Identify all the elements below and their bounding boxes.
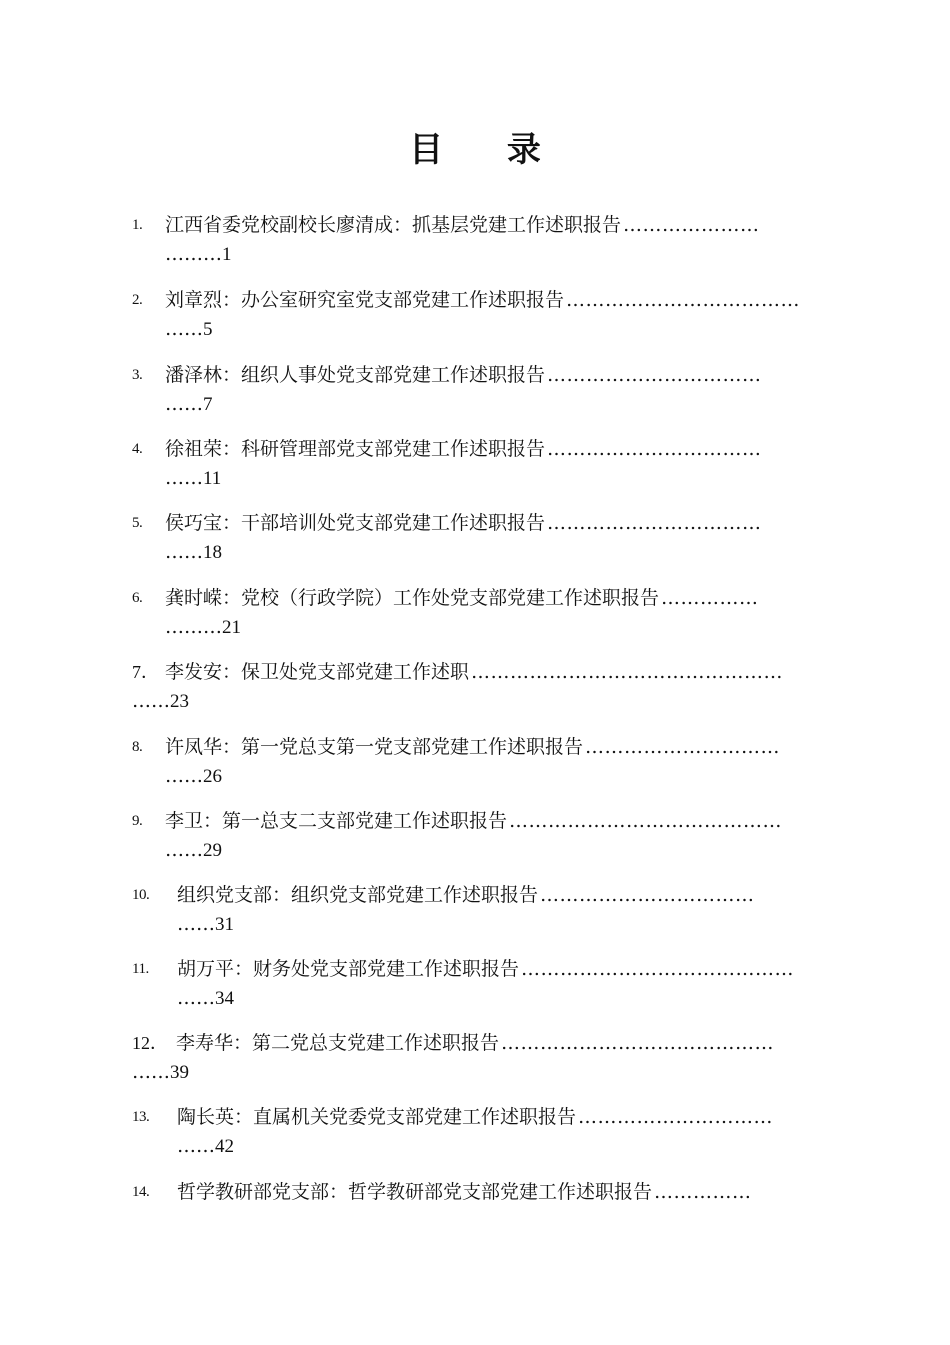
toc-entry-trailing-dots: ………: [165, 243, 222, 265]
toc-entry-title: 李发安：保卫处党支部党建工作述职: [165, 661, 470, 683]
toc-entry-page-number: 18: [203, 542, 222, 563]
toc-entry-line: [132, 1103, 836, 1132]
toc-entry[interactable]: [132, 807, 836, 864]
toc-entry-leader-dots: ……………………………………: [521, 958, 794, 980]
toc-entry[interactable]: [132, 584, 836, 641]
toc-entry-continuation: [132, 613, 836, 641]
toc-entry-leader-dots: ……………………………: [547, 438, 762, 460]
toc-entry[interactable]: [132, 361, 836, 418]
toc-entry-title: 哲学教研部党支部：哲学教研部党支部党建工作述职报告: [177, 1181, 653, 1203]
toc-entry-number: 3.: [132, 367, 143, 383]
toc-entry-number: 7．: [132, 662, 159, 682]
toc-entry-continuation: [132, 687, 836, 715]
toc-entry-trailing-dots: ……: [165, 541, 203, 563]
toc-entry-trailing-dots: ………: [165, 616, 222, 638]
toc-entry-trailing-dots: ……: [132, 1061, 170, 1083]
toc-entry-page-number: 5: [203, 319, 213, 340]
toc-entry-page-number: 1: [222, 244, 232, 265]
toc-entry-page-number: 21: [222, 617, 241, 638]
toc-entry-number: 5.: [132, 515, 143, 531]
toc-entry[interactable]: [132, 509, 836, 566]
toc-entry-number: 12．: [132, 1033, 168, 1053]
toc-entry[interactable]: [132, 881, 836, 938]
toc-entry-line: [132, 286, 836, 315]
toc-entry[interactable]: [132, 1178, 836, 1207]
toc-entry-line: [132, 211, 836, 240]
toc-entry-title: 组织党支部：组织党支部党建工作述职报告: [177, 884, 539, 906]
toc-entry-number: 11.: [132, 961, 149, 977]
toc-entry-number: 2.: [132, 292, 143, 308]
toc-entry-leader-dots: ……………: [661, 587, 759, 609]
toc-entry-title: 潘泽林：组织人事处党支部党建工作述职报告: [165, 364, 546, 386]
toc-entry-trailing-dots: ……: [177, 913, 215, 935]
toc-entry-leader-dots: ……………………………………: [509, 810, 782, 832]
toc-entry-leader-dots: ……………………………………: [501, 1032, 774, 1054]
toc-entry-title: 李卫：第一总支二支部党建工作述职报告: [165, 810, 508, 832]
toc-entry-number: 8.: [132, 739, 143, 755]
toc-entry-line: [132, 1029, 836, 1058]
toc-entry-number: 10.: [132, 887, 150, 903]
toc-entry-title: 徐祖荣：科研管理部党支部党建工作述职报告: [165, 438, 546, 460]
page-title: 目 录: [409, 130, 567, 170]
toc-entry-trailing-dots: ……: [165, 467, 203, 489]
toc-entry-line: [132, 807, 836, 836]
toc-entry-page-number: 42: [215, 1136, 234, 1157]
toc-entry-trailing-dots: ……: [165, 839, 203, 861]
toc-entry-line: [132, 881, 836, 910]
toc-entry-title: 李寿华：第二党总支党建工作述职报告: [176, 1032, 500, 1054]
toc-entry-trailing-dots: ……: [165, 765, 203, 787]
toc-entry-leader-dots: ………………………………: [566, 289, 800, 311]
toc-entry[interactable]: [132, 1029, 836, 1086]
toc-entry-continuation: [132, 1058, 836, 1086]
toc-entry[interactable]: [132, 435, 836, 492]
toc-entry-trailing-dots: ……: [132, 690, 170, 712]
toc-entry-number: 14.: [132, 1184, 150, 1200]
toc-entry-leader-dots: …………………………: [585, 736, 780, 758]
toc-entry-title: 许凤华：第一党总支第一党支部党建工作述职报告: [165, 736, 584, 758]
toc-entry[interactable]: [132, 286, 836, 343]
toc-entry-page-number: 26: [203, 766, 222, 787]
toc-entry-leader-dots: ……………………………: [547, 512, 762, 534]
toc-entry-leader-dots: …………………: [623, 214, 760, 236]
toc-entry-continuation: [132, 762, 836, 790]
toc-entry-line: [132, 1178, 836, 1207]
toc-entry-title: 胡万平：财务处党支部党建工作述职报告: [177, 958, 520, 980]
toc-entry-page-number: 11: [203, 468, 222, 489]
toc-entry-continuation: [132, 836, 836, 864]
toc-entry[interactable]: [132, 658, 836, 715]
toc-entry-leader-dots: …………………………: [578, 1106, 773, 1128]
toc-entry-page-number: 34: [215, 988, 234, 1009]
toc-entry-line: [132, 361, 836, 390]
toc-entry-line: [132, 955, 836, 984]
toc-entry-continuation: [132, 315, 836, 343]
toc-entry-page-number: 31: [215, 914, 234, 935]
toc-entry-trailing-dots: ……: [177, 987, 215, 1009]
toc-entry-continuation: [132, 390, 836, 418]
toc-entry[interactable]: [132, 733, 836, 790]
toc-entry-line: [132, 584, 836, 613]
toc-entry-line: [132, 435, 836, 464]
toc-entry-number: 1.: [132, 217, 143, 233]
toc-entry-continuation: [132, 538, 836, 566]
toc-entry-leader-dots: ……………………………: [547, 364, 762, 386]
toc-entry-number: 6.: [132, 590, 143, 606]
toc-entry[interactable]: [132, 211, 836, 268]
toc-entry-page-number: 39: [170, 1062, 189, 1083]
toc-entry-page-number: 29: [203, 840, 222, 861]
toc-entry-page-number: 23: [170, 691, 189, 712]
toc-entry-line: [132, 658, 836, 687]
toc-entry-leader-dots: …………………………………………: [471, 661, 783, 683]
toc-entry-trailing-dots: ……: [165, 318, 203, 340]
toc-entry-line: [132, 509, 836, 538]
toc-entry-title: 刘章烈：办公室研究室党支部党建工作述职报告: [165, 289, 565, 311]
toc-entry-number: 4.: [132, 441, 143, 457]
toc-entry-continuation: [132, 1132, 836, 1160]
toc-entry-page-number: 7: [203, 394, 213, 415]
toc-entry-continuation: [132, 464, 836, 492]
toc-entry-leader-dots: ……………: [654, 1181, 752, 1203]
toc-entry-title: 江西省委党校副校长廖清成：抓基层党建工作述职报告: [165, 214, 622, 236]
toc-entry-title: 龚时嵘：党校（行政学院）工作处党支部党建工作述职报告: [165, 587, 660, 609]
toc-entry-trailing-dots: ……: [177, 1135, 215, 1157]
toc-entry[interactable]: [132, 955, 836, 1012]
toc-entry-title: 侯巧宝：干部培训处党支部党建工作述职报告: [165, 512, 546, 534]
toc-entry-leader-dots: ……………………………: [540, 884, 755, 906]
toc-entry-title: 陶长英：直属机关党委党支部党建工作述职报告: [177, 1106, 577, 1128]
toc-entry-trailing-dots: ……: [165, 393, 203, 415]
toc-entry-continuation: [132, 984, 836, 1012]
toc-entry-number: 9.: [132, 813, 143, 829]
toc-entry-continuation: [132, 240, 836, 268]
toc-entry[interactable]: [132, 1103, 836, 1160]
toc-entry-line: [132, 733, 836, 762]
toc-entry-number: 13.: [132, 1109, 150, 1125]
toc-entry-continuation: [132, 910, 836, 938]
